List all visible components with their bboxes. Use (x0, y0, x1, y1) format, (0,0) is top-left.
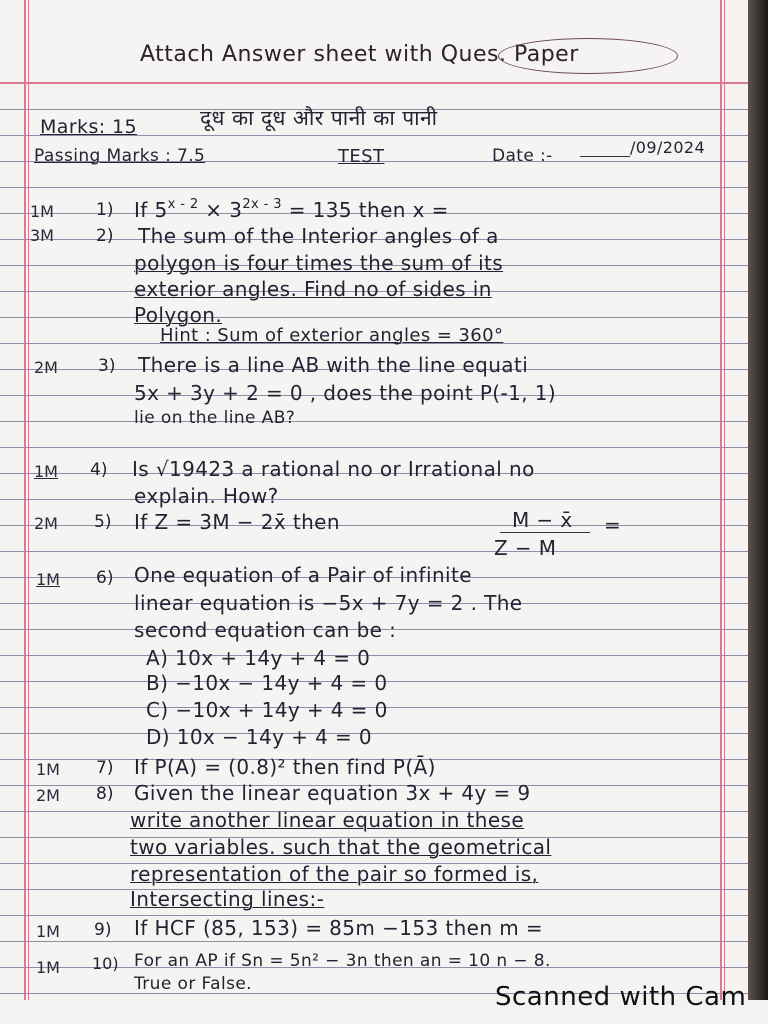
header-rule (0, 82, 748, 84)
q8-line3: two variables. such that the geometrical (130, 835, 552, 859)
q4-marks: 1M (34, 462, 58, 481)
right-margin-line (720, 0, 722, 1000)
q6-option-a: A) 10x + 14y + 4 = 0 (146, 646, 371, 670)
q6-option-b: B) −10x − 14y + 4 = 0 (146, 671, 388, 695)
right-margin-line-2 (724, 0, 725, 1000)
q7-number: 7) (96, 758, 114, 778)
q4-line1: Is √19423 a rational no or Irrational no (132, 457, 535, 481)
title-oval (498, 38, 678, 74)
passing-marks-label: Passing Marks : 7.5 (34, 146, 206, 166)
q9-line: If HCF (85, 153) = 85m −153 then m = (134, 916, 544, 940)
q6-number: 6) (96, 568, 114, 588)
q10-marks: 1M (36, 958, 60, 977)
date-value: /09/2024 (630, 138, 706, 157)
date-blank (580, 156, 630, 157)
q6-marks: 1M (36, 570, 60, 589)
q6-line2: linear equation is −5x + 7y = 2 . The (134, 591, 523, 615)
title-text: Attach Answer sheet with Ques. Paper (140, 42, 579, 67)
q2-line3: exterior angles. Find no of sides in (134, 277, 492, 301)
q9-number: 9) (94, 920, 112, 940)
q3-line2: 5x + 3y + 2 = 0 , does the point P(-1, 1) (134, 381, 557, 405)
q4-line2: explain. How? (134, 484, 279, 508)
q6-option-c: C) −10x + 14y + 4 = 0 (146, 698, 388, 722)
q1-exp1: x - 2 (167, 197, 199, 212)
q10-line2: True or False. (134, 974, 252, 994)
q6-option-d: D) 10x − 14y + 4 = 0 (146, 725, 372, 749)
q7-line: If P(A) = (0.8)² then find P(Ā) (134, 755, 436, 779)
q8-line4: representation of the pair so formed is, (130, 862, 539, 886)
q1-number: 1) (96, 200, 114, 220)
q8-line2: write another linear equation in these (130, 808, 525, 832)
q5-equals: = (604, 513, 622, 537)
q2-number: 2) (96, 226, 114, 246)
q2-line4: Polygon. (134, 303, 223, 327)
q10-line1: For an AP if Sn = 5n² − 3n then an = 10 n − 8. (134, 951, 551, 971)
q8-line5: Intersecting lines:- (130, 887, 325, 911)
q3-number: 3) (98, 356, 116, 376)
q5-marks: 2M (34, 514, 58, 533)
q1-exp2: 2x - 3 (242, 197, 282, 212)
q3-marks: 2M (34, 358, 58, 377)
q1-base1: If 5 (134, 198, 168, 222)
left-margin-line (24, 0, 26, 1000)
q2-hint: Hint : Sum of exterior angles = 360° (160, 325, 504, 346)
q6-line1: One equation of a Pair of infinite (134, 563, 472, 587)
marks-label: Marks: 15 (40, 116, 137, 138)
test-label: TEST (338, 146, 385, 167)
hindi-phrase: दूध का दूध और पानी का पानी (200, 106, 438, 130)
q1-marks: 1M (30, 202, 54, 221)
q3-line1: There is a line AB with the line equati (138, 353, 529, 377)
q5-fraction-bar (500, 532, 590, 533)
q10-number: 10) (92, 954, 119, 973)
q5-line: If Z = 3M − 2x̄ then (134, 510, 340, 534)
q1-line (134, 197, 449, 222)
q8-number: 8) (96, 784, 114, 804)
page-title (140, 40, 680, 74)
q2-line2: polygon is four times the sum of its (134, 251, 504, 275)
q5-fraction-numerator: M − x̄ (512, 508, 573, 532)
q3-line3: lie on the line AB? (134, 408, 296, 428)
q6-line3: second equation can be : (134, 618, 397, 642)
date-label: Date :- (492, 146, 553, 166)
left-margin-line-2 (28, 0, 29, 1000)
page-edge-shadow (748, 0, 768, 1000)
q2-marks: 3M (30, 226, 54, 245)
q5-fraction-denominator: Z − M (494, 536, 557, 560)
q4-number: 4) (90, 460, 108, 480)
q7-marks: 1M (36, 760, 60, 779)
q8-line1: Given the linear equation 3x + 4y = 9 (134, 781, 531, 805)
q2-line1: The sum of the Interior angles of a (138, 224, 499, 248)
q8-marks: 2M (36, 786, 60, 805)
q1-rest: = 135 then x = (281, 198, 449, 222)
scanner-watermark: Scanned with Cam (495, 982, 747, 1012)
q9-marks: 1M (36, 922, 60, 941)
q5-number: 5) (94, 512, 112, 532)
q1-base2: × 3 (198, 198, 243, 222)
